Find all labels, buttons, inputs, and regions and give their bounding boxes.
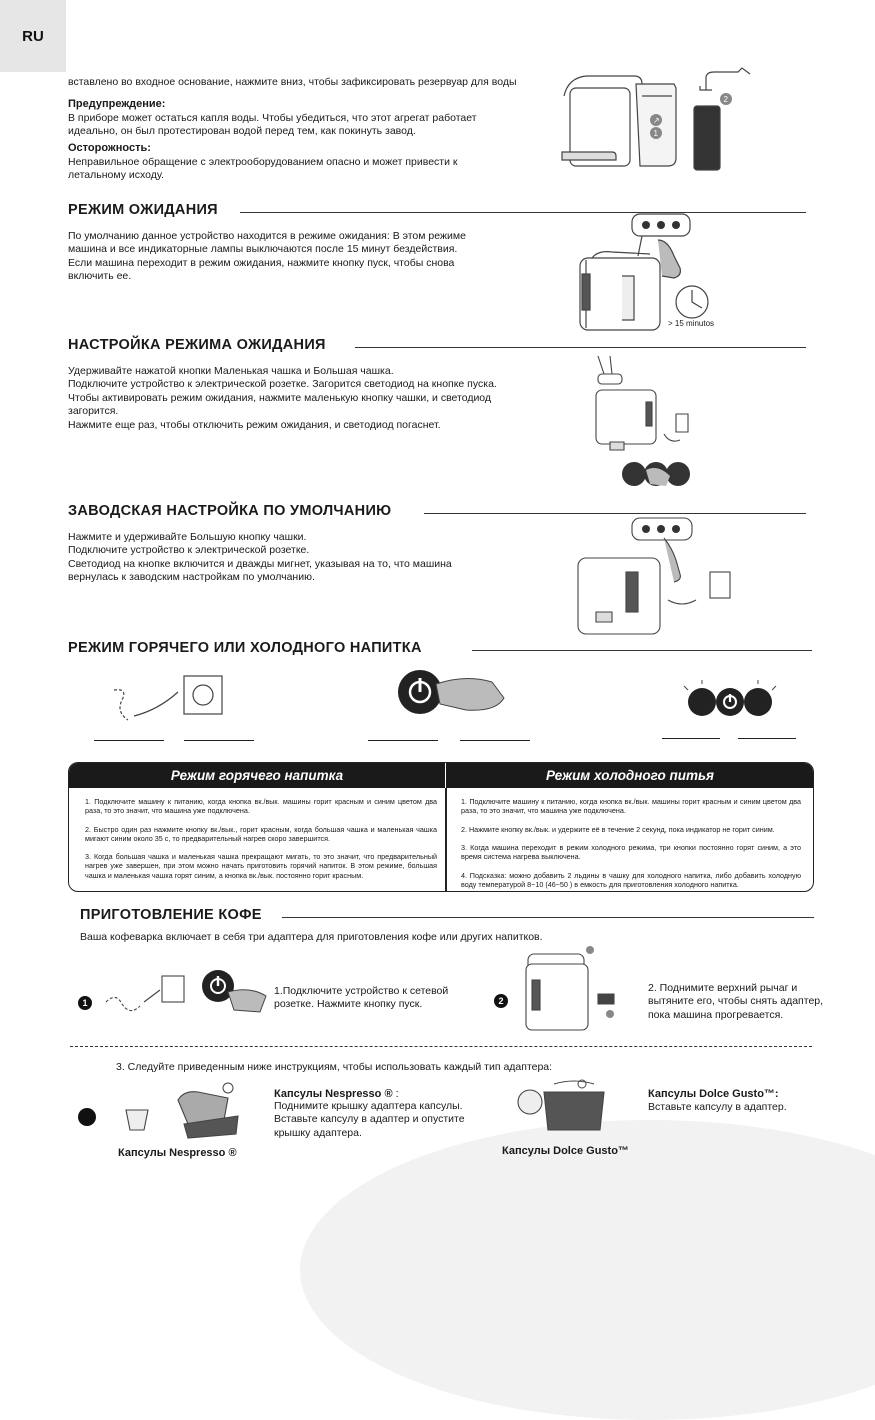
cold-mode-title: Режим холодного питья [446,763,814,788]
standby-text: По умолчанию данное устройство находится в режиме ожидания: В этом режиме машина и все индикаторные лампы выключаются после 15 минут бездействия. Если машина переходит в режим ожидания, нажмите кнопку пуск, чтобы снова включить ее. [68,230,466,283]
mode-table [68,762,814,892]
answer-blank [460,740,530,741]
caution-title: Осторожность: [68,142,151,154]
step-2-illustration [514,944,624,1036]
step-3-text: 3. Следуйте приведенным ниже инструкциям, чтобы использовать каждый тип адаптера: [116,1061,553,1073]
nespresso-caption: Капсулы Nespresso ® [118,1147,237,1159]
nespresso-colon: : [392,1088,399,1100]
answer-blank [662,738,720,739]
answer-blank [368,740,438,741]
nespresso-title: Капсулы Nespresso ® [274,1088,393,1100]
plug-illustration [108,670,228,726]
section-rule [424,513,806,514]
section-title-hot-cold: РЕЖИМ ГОРЯЧЕГО ИЛИ ХОЛОДНОГО НАПИТКА [68,640,422,656]
factory-text: Нажмите и удерживайте Большую кнопку чашки. Подключите устройство к электрической розетке. Светодиод на кнопке включится и дважды мигнет, указывая на то, что машина вернулась к заводским настройкам по умолчанию. [68,531,452,584]
warning-text: В приборе может остаться капля воды. Чтобы убедиться, что этот агрегат работает идеально, он был протестирован водой перед тем, как покинуть завод. [68,112,477,138]
timer-label: > 15 minutos [668,319,715,328]
dashed-separator [70,1046,812,1047]
coffee-intro: Ваша кофеварка включает в себя три адаптера для приготовления кофе или других напитков. [80,931,543,943]
hot-mode-title: Режим горячего напитка [69,763,445,788]
dolce-gusto-text: Вставьте капсулу в адаптер. [648,1101,787,1113]
answer-blank [94,740,164,741]
language-tab: RU [0,0,66,72]
standby-setup-illustration [584,352,724,492]
dolce-gusto-title: Капсулы Dolce Gusto™: [648,1088,779,1100]
step-2-number: 2 [494,994,508,1008]
water-tank-illustration [556,66,766,184]
answer-blank [184,740,254,741]
section-title-standby: РЕЖИМ ОЖИДАНИЯ [68,202,218,218]
three-buttons-illustration [680,676,790,730]
section-title-factory: ЗАВОДСКАЯ НАСТРОЙКА ПО УМОЛЧАНИЮ [68,503,392,519]
nespresso-adapter-illustration [118,1080,248,1144]
answer-blank [738,738,796,739]
step-1-label: 1 [653,129,658,138]
step-2-text: 2. Поднимите верхний рычаг и вытяните его, чтобы снять адаптер, пока машина прогревается. [648,982,824,1021]
intro-line: вставлено во входное основание, нажмите вниз, чтобы зафиксировать резервуар для воды [68,76,517,88]
power-button-illustration [396,664,516,724]
warning-title: Предупреждение: [68,98,166,110]
step-1-number: 1 [78,996,92,1010]
step-2-label: 2 [723,95,728,104]
hot-mode-text: 1. Подключите машину к питанию, когда кнопка вк./вык. машины горит красным и синим цветом два раза, то это значит, что машина уже подключена. 2. Быстро один раз нажмите кнопку вк./вык., горит красным, когда большая чашка и маленькая чашка мигают синим около 35 с, то предварительный нагрев скоро завершится. 3. Когда большая чашка и маленькая чашка прекращают мигать, то это значит, что предварительный нагрев уже завершен, при этом можно начать приготовить горячий напиток. В этом режиме, большая чашка и маленькая чашка горят синим, а кнопка вк./вык. постоянно горит красным. [85,797,437,880]
step-1-text: 1.Подключите устройство к сетевой розетке. Нажмите кнопку пуск. [274,985,449,1011]
nespresso-text: Поднимите крышку адаптера капсулы. Вставьте капсулу в адаптер и опустите крышку адаптера. [274,1100,465,1139]
svg-text:↗: ↗ [653,116,660,125]
section-rule [472,650,812,651]
caution-text: Неправильное обращение с электрооборудованием опасно и может привести к летальному исходу. [68,156,458,182]
cold-mode-text: 1. Подключите машину к питанию, когда кнопка вк./вык. машины горит красным и синим цветом два раза, то это значит, что машина уже подключена. 2. Нажмите кнопку вк./вык. и удержите её в течение 2 секунд, пока индикатор не горит синим. 3. Когда машина переходит в режим холодного режима, три кнопки постоянно горят синим, а это время система нагрева выключена. 4. Подсказка: можно добавить 2 льдины в чашку для холодного напитка, либо добавить холодную воду температурой 8~10 (46~50 ) в емкость для приготовления холодного напитка. [461,797,801,889]
dolce-gusto-adapter-illustration [508,1074,628,1144]
nespresso-heading [274,1088,399,1100]
step-3-marker [78,1108,96,1126]
section-title-standby-setup: НАСТРОЙКА РЕЖИМА ОЖИДАНИЯ [68,337,326,353]
factory-illustration [572,516,732,640]
section-title-coffee: ПРИГОТОВЛЕНИЕ КОФЕ [80,907,262,923]
dolce-gusto-caption: Капсулы Dolce Gusto™ [502,1145,629,1157]
section-rule [282,917,814,918]
background-wave [300,1120,875,1420]
section-rule [355,347,806,348]
mode-divider [445,788,447,891]
step-1-illustration [100,962,270,1026]
standby-setup-text: Удерживайте нажатой кнопки Маленькая чашка и Большая чашка. Подключите устройство к электрической розетке. Загорится светодиод на кнопке пуска. Чтобы активировать режим ожидания, нажмите маленькую кнопку чашки, и светодиод загорится. Нажмите еще раз, чтобы отключить режим ожидания, и светодиод погаснет. [68,365,497,431]
